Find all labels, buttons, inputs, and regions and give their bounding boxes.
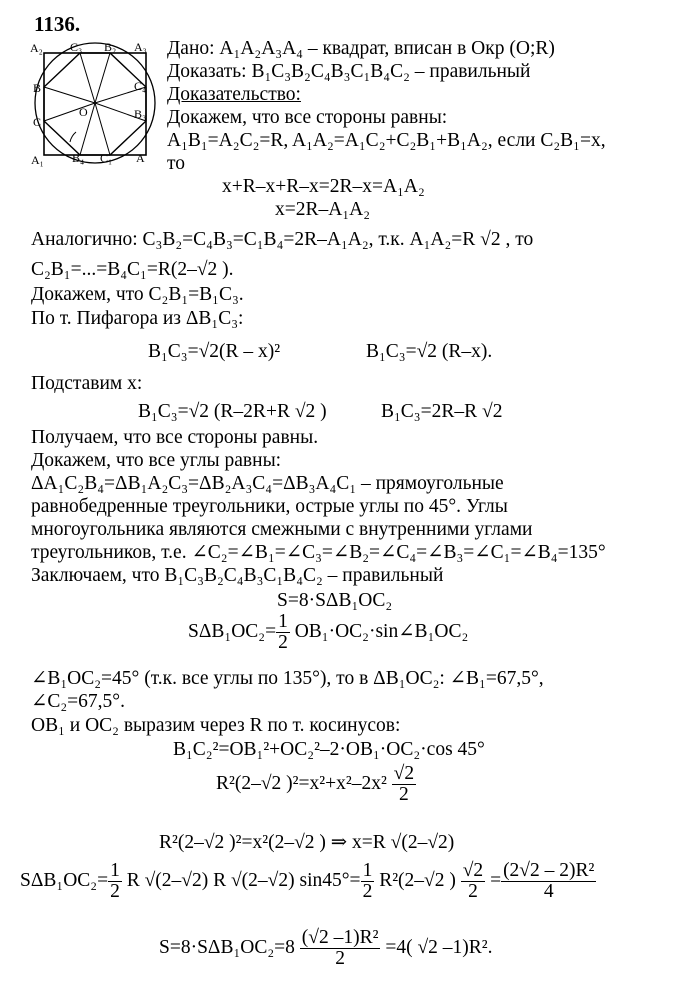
label-A2: A₂	[30, 41, 43, 55]
text-line: Получаем, что все стороны равны.	[31, 427, 319, 448]
label-C4: C₄	[134, 79, 147, 93]
text-line: ΔA₁C₂B₄=ΔB₁A₂C₃=ΔB₂A₃C₄=ΔB₃A₄C₁ – прямоугольные	[31, 473, 504, 494]
label-C1: C₁	[100, 151, 113, 165]
given-line: Дано: A₁A₂A₃A₄ – квадрат, вписан в Окр (O;R)	[167, 38, 555, 59]
label-B4: B₄	[72, 151, 85, 165]
text-line: Подставим x:	[31, 373, 143, 394]
label-A1: A₁	[31, 153, 44, 167]
text-line: Докажем, что C₂B₁=B₁C₃.	[31, 284, 244, 305]
equation-line: R²(2–√2 )²=x²(2–√2 ) ⇒ x=R √(2–√2)	[159, 832, 455, 853]
equation-line: S=8·SΔB₁OC₂	[277, 590, 393, 611]
equation-line: B₁C₃=2R–R √2	[381, 401, 503, 422]
equation-line: B₁C₂²=OB₁²+OC₂²–2·OB₁·OC₂·cos 45°	[173, 739, 485, 760]
radii	[44, 53, 146, 155]
equation-line: SΔB₁OC₂= $\frac{1}{2}$ R √(2–√2) R √(2–√2) sin45°= $\frac{1}{2}$ R²(2–√2 ) $\frac{√2}{2}$ = $\frac{\text{(2√2 – 2)R²}}{4}$	[20, 860, 595, 902]
text-line: A₁B₁=A₂C₂=R, A₁A₂=A₁C₂+C₂B₁+B₁A₂, если C₂B₁=x,	[167, 130, 606, 151]
problem-number: 1136.	[34, 12, 81, 36]
label-B2: B₂	[104, 40, 117, 54]
text-line: треугольников, т.е. ∠C₂=∠B₁=∠C₃=∠B₂=∠C₄=∠B₃=∠C₁=∠B₄=135°	[31, 542, 606, 563]
text-line: Докажем, что все углы равны:	[31, 450, 282, 471]
text-line: Докажем, что все стороны равны:	[167, 107, 448, 128]
equation-line: x=2R–A₁A₂	[275, 199, 371, 220]
equation-line: x+R–x+R–x=2R–x=A₁A₂	[222, 176, 425, 197]
fraction: $\frac{1}{2}$	[278, 611, 288, 653]
prove-line: Доказать: B₁C₃B₂C₄B₃C₁B₄C₂ – правильный	[167, 61, 531, 82]
text-line: По т. Пифагора из ΔB₁C₃:	[31, 308, 244, 329]
equation-line: B₁C₃=√2 (R–2R+R √2 )	[138, 401, 327, 422]
area-formula: SΔB₁OC₂= $\frac{1}{2}$ OB₁·OC₂·sin∠B₁OC₂	[188, 611, 469, 653]
text-line: C₂B₁=...=B₄C₁=R(2–√2 ).	[31, 259, 234, 280]
label-C3: C₃	[70, 40, 83, 54]
equation-line: B₁C₃=√2(R – x)²	[148, 341, 281, 362]
text-line: многоугольника являются смежными с внутренними углами	[31, 519, 533, 540]
label-A3: A₃	[134, 40, 147, 54]
angle-arc	[70, 132, 76, 142]
equation-line: S=8·SΔB₁OC₂=8 $\frac{\text{(√2 –1)R²}}{2}$ =4( √2 –1)R².	[159, 927, 493, 969]
text-line: то	[167, 153, 186, 174]
fraction: $\frac{√2}{2}$	[393, 763, 415, 805]
equation-line: R²(2–√2 )²=x²+x²–2x² $\frac{√2}{2}$	[216, 763, 415, 805]
label-B: B	[33, 81, 42, 95]
fraction: $\frac{1}{2}$	[110, 860, 120, 902]
text-line: Аналогично: C₃B₂=C₄B₃=C₁B₄=2R–A₁A₂, т.к. A₁A₂=R √2 , то	[31, 229, 534, 250]
label-O: O	[79, 105, 88, 119]
text-line: OB₁ и OC₂ выразим через R по т. косинусов:	[31, 715, 401, 736]
label-A: A	[136, 151, 145, 165]
text-line: ∠B₁OC₂=45° (т.к. все углы по 135°), то в ΔB₁OC₂: ∠B₁=67,5°,	[31, 668, 544, 689]
fraction: $\frac{√2}{2}$	[462, 860, 484, 902]
equation-line: B₁C₃=√2 (R–x).	[366, 341, 493, 362]
text-line: ∠C₂=67,5°.	[31, 691, 125, 712]
label-B3: B₃	[134, 107, 147, 121]
inscribed-square-figure	[30, 40, 160, 170]
text-line: равнобедренные треугольники, острые углы по 45°. Углы	[31, 496, 508, 517]
proof-heading: Доказательство:	[167, 84, 301, 105]
fraction: $\frac{\text{(√2 –1)R²}}{2}$	[301, 927, 379, 969]
fraction: $\frac{\text{(2√2 – 2)R²}}{4}$	[503, 860, 595, 902]
text-line: Заключаем, что B₁C₃B₂C₄B₃C₁B₄C₂ – правильный	[31, 565, 444, 586]
label-C: C	[33, 115, 42, 129]
fraction: $\frac{1}{2}$	[362, 860, 373, 902]
